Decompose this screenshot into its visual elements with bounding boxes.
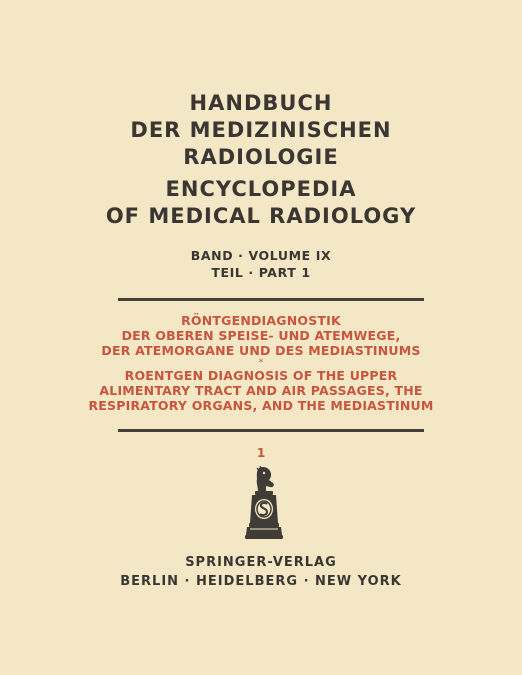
title-line-2: DER MEDIZINISCHEN (130, 118, 392, 142)
separator-star: * (258, 358, 264, 368)
top-rule (118, 298, 424, 301)
volume-info (0, 247, 522, 281)
subtitle-block (0, 313, 522, 413)
title-en-line-2: OF MEDICAL RADIOLOGY (105, 204, 417, 228)
part-number-block (0, 442, 522, 461)
title-line-1: HANDBUCH (189, 91, 333, 115)
subtitle-de-line-2: DER OBEREN SPEISE- UND ATEMWEGE, (121, 328, 401, 343)
subtitle-de-line-3: DER ATEMORGANE UND DES MEDIASTINUMS (101, 343, 421, 358)
publisher-cities: BERLIN · HEIDELBERG · NEW YORK (120, 574, 402, 589)
subtitle-en-line-3: RESPIRATORY ORGANS, AND THE MEDIASTINUM (88, 398, 434, 413)
part-number: 1 (256, 446, 266, 460)
title-german (0, 90, 522, 171)
volume-band: BAND · VOLUME IX (190, 248, 332, 263)
publisher-block (0, 553, 522, 591)
title-english (0, 176, 522, 230)
subtitle-de-line-1: RÖNTGENDIAGNOSTIK (181, 313, 341, 328)
subtitle-en-line-1: ROENTGEN DIAGNOSIS OF THE UPPER (124, 368, 398, 383)
title-en-line-1: ENCYCLOPEDIA (165, 177, 357, 201)
publisher-name: SPRINGER-VERLAG (185, 555, 337, 570)
title-line-3: RADIOLOGIE (183, 145, 339, 169)
volume-teil: TEIL · PART 1 (211, 265, 311, 280)
bottom-rule (118, 429, 424, 432)
springer-knight-logo-icon (244, 465, 284, 547)
subtitle-en-line-2: ALIMENTARY TRACT AND AIR PASSAGES, THE (99, 383, 423, 398)
